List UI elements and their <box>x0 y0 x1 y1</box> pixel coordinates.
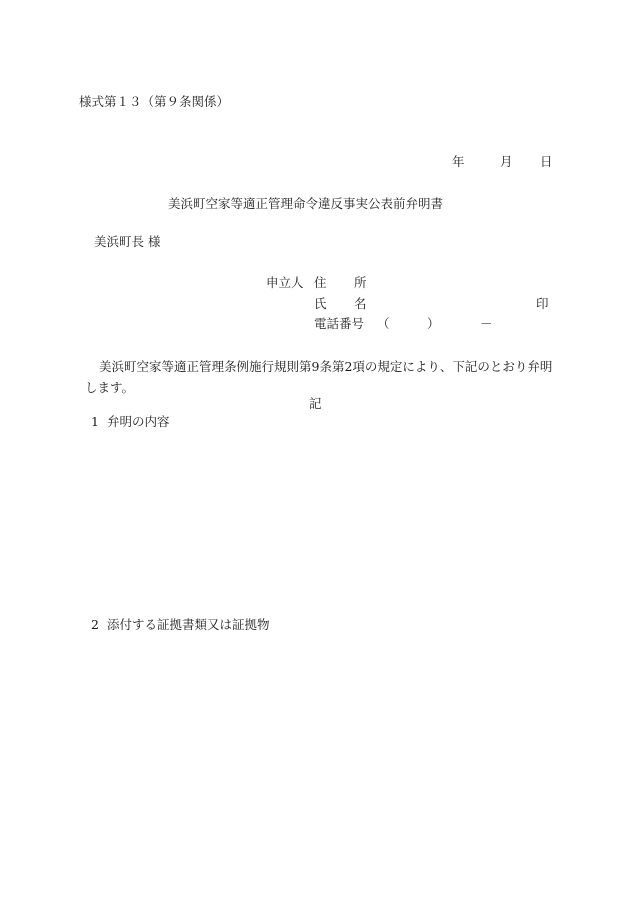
address-label-char-2: 所 <box>354 275 369 290</box>
date-day-label: 日 <box>540 154 553 169</box>
phone-dash: － <box>480 316 493 331</box>
name-label-char-1: 氏 <box>314 296 329 311</box>
ki-heading: 記 <box>309 396 322 411</box>
applicant-label: 申立人 <box>266 275 304 290</box>
form-number: 様式第１３（第９条関係） <box>79 94 230 109</box>
phone-field-label: 電話番号 <box>314 316 365 331</box>
section-label: 弁明の内容 <box>107 414 170 429</box>
section-number: 1 <box>91 414 99 429</box>
name-label-char-2: 名 <box>354 296 369 311</box>
addressee: 美浜町長 様 <box>94 234 161 249</box>
address-label-char-1: 住 <box>314 275 329 290</box>
section-number: 2 <box>91 617 99 632</box>
date-month-label: 月 <box>500 154 513 169</box>
seal-mark: 印 <box>536 296 549 311</box>
section-evidence <box>91 619 270 632</box>
address-field-label <box>314 277 369 290</box>
phone-open-paren: （ <box>377 316 390 331</box>
body-paragraph: 美浜町空家等適正管理条例施行規則第9条第2項の規定により、下記のとおり弁明します。 <box>85 359 553 395</box>
section-label: 添付する証拠書類又は証拠物 <box>107 617 270 632</box>
section-explanation <box>91 416 170 429</box>
date-year-label: 年 <box>452 154 465 169</box>
document-title: 美浜町空家等適正管理命令違反事実公表前弁明書 <box>168 196 444 211</box>
name-field-label <box>314 298 369 311</box>
phone-close-paren: ） <box>427 316 440 331</box>
